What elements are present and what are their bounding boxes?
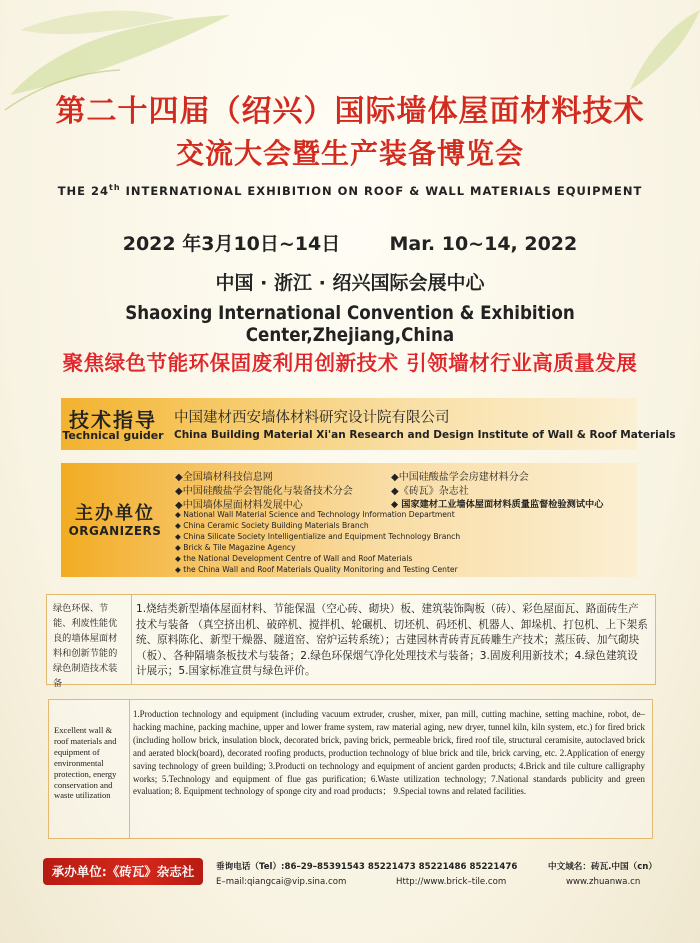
- event-dates: [0, 229, 700, 256]
- organizer-en-item: ◆ the China Wall and Roof Materials Quality Monitoring and Testing Center: [175, 565, 458, 574]
- categories-en-side-text: Excellent wall & roof materials and equipment of environmental protection, energy conservation and waste utilization: [54, 725, 117, 801]
- footer-website[interactable]: Http://www.brick–tile.com: [396, 877, 507, 887]
- footer-website-2[interactable]: www.zhuanwa.cn: [566, 877, 641, 887]
- title-cn-line-2: 交流大会暨生产装备博览会: [175, 137, 524, 170]
- organizer-cn-item: ◆ 国家建材工业墙体屋面材料质量监督检验测试中心: [391, 499, 604, 510]
- host-unit-label: 承办单位:《砖瓦》杂志社: [43, 858, 203, 885]
- organizer-cn-item: ◆中国墙体屋面材料发展中心: [175, 500, 303, 511]
- slogan: 聚焦绿色节能环保固废利用创新技术 引领墙材行业高质量发展: [62, 351, 638, 375]
- exhibit-categories-en: [48, 699, 653, 839]
- organizers-label-cn: 主办单位: [75, 503, 155, 524]
- organizers-label-en: ORGANIZERS: [68, 524, 162, 538]
- organizer-cn-item: ◆全国墙材科技信息网: [175, 472, 273, 483]
- technical-guider-org-en: China Building Material Xi'an Research and Design Institute of Wall & Roof Materials: [174, 429, 676, 441]
- technical-guider-org-cn: 中国建材西安墙体材料研究设计院有限公司: [174, 410, 450, 426]
- title-cn-line-1: 第二十四届（绍兴）国际墙体屋面材料技术: [55, 94, 645, 129]
- organizer-en-item: ◆ National Wall Material Science and Technology Information Department: [175, 510, 455, 519]
- organizer-en-item: ◆ China Silicate Society Intelligentialize and Equipment Technology Branch: [175, 532, 461, 541]
- categories-cn-body: 1.烧结类新型墙体屋面材料、节能保温（空心砖、砌块）板、建筑装饰陶板（砖）、彩色屋面瓦、路面砖生产技术与装备 （真空挤出机、破碎机、搅拌机、轮碾机、切坯机、码坯机、机器人、卸垛机、打包机、上下架系统、原料陈化、新型干燥器、隧道窑、窑炉运转系统）；古建园林青砖青瓦砖雕生产技术；蒸压砖、加气砌块（板）、各种隔墙条板技术与装备；2.绿色环保烟气净化处理技术与装备；3.固废利用新技术；4.绿色建筑设计展示；5.国家标准宣贯与绿色评价。: [136, 603, 648, 678]
- venue-cn: 中国 · 浙江 · 绍兴国际会展中心: [215, 272, 485, 294]
- venue-en: Shaoxing International Convention & Exhibition Center,Zhejiang,China: [125, 302, 575, 346]
- title-en: THE 24th INTERNATIONAL EXHIBITION ON ROOF & WALL MATERIALS EQUIPMENT: [57, 183, 643, 198]
- footer-tel: 垂询电话（Tel）:86–29–85391543 85221473 85221486 85221476: [216, 862, 518, 872]
- organizers-panel: [61, 463, 637, 577]
- leaf-decoration-icon: [560, 0, 700, 95]
- organizer-en-item: ◆ China Ceramic Society Building Materials Branch: [175, 521, 369, 530]
- categories-en-body: 1.Production technology and equipment (including vacuum extruder, crusher, mixer, pan mill, cutting machine, setting machine, robot, de–hacking machine, packing machine, upper and lower frame system, raw material aging, new dryer, tunnel kiln, kiln system, etc.) for fired brick (including hollow brick, insulation block, decorated brick, paving brick, permeable brick, fired roof tile, structural ceramisite, autoclaved brick and aerated block(board), decorated roofing products, production technology of blue brick and tile, brick carving, etc. 2.Application of energy saving technology of green building; 3.Producti on technology and equipment of ancient garden products; 4.Brick and tile culture calligraphy works; 5.Technology and equipment of flue gas purification; 6.Waste utilization technology; 7.National standards publicity and green evaluation; 8. Equipment technology of sponge city and road products； 9.Special towns and related facilities.: [133, 709, 645, 797]
- organizer-cn-item: ◆《砖瓦》杂志社: [391, 486, 469, 497]
- technical-guider-panel: [61, 398, 676, 450]
- categories-cn-side-text: 绿色环保、节能、利废性能优良的墙体屋面材料和创新节能的绿色制造技术装备: [53, 603, 118, 689]
- organizer-en-item: ◆ Brick & Tile Magazine Agency: [175, 543, 296, 552]
- organizer-cn-item: ◆中国硅酸盐学会智能化与装备技术分会: [175, 486, 353, 497]
- technical-guider-label-en: Technical guider: [62, 429, 164, 442]
- footer-email[interactable]: E–mail:qiangcai@vip.sina.com: [216, 877, 347, 887]
- date-cn: 2022 年3月10日~14日: [122, 233, 341, 255]
- exhibit-categories-cn: [46, 594, 656, 689]
- organizer-en-item: ◆ the National Development Centre of Wall and Roof Materials: [175, 554, 413, 563]
- footer-domain-cn: 中文域名：砖瓦.中国（cn）: [548, 862, 658, 872]
- date-en: Mar. 10~14, 2022: [389, 233, 578, 255]
- technical-guider-label-cn: 技术指导: [69, 408, 157, 432]
- organizer-cn-item: ◆中国硅酸盐学会房建材料分会: [391, 472, 529, 483]
